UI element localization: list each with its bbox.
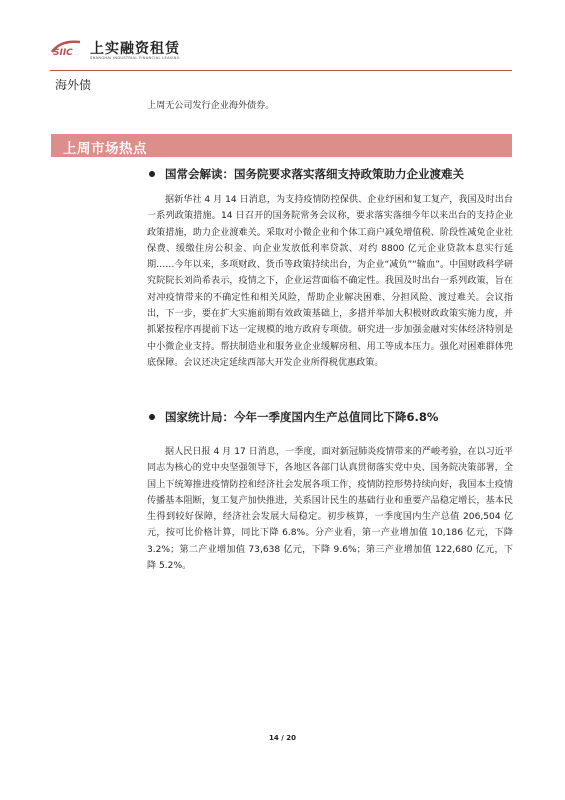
market-hotspots-banner: [51, 134, 512, 157]
company-name-cn: 上实融资租赁: [90, 41, 180, 57]
section-title-overseas: 海外债: [55, 78, 92, 92]
logo-mark-text: SIIC: [53, 48, 73, 58]
article2-body: 据人民日报 4 月 17 日消息，一季度，面对新冠肺炎疫情带来的严峻考验，在以习近平同志为核心的党中央坚强领导下，各地区各部门认真贯彻落实党中央、国务院决策部署，全国上下统筹推进疫情防控和经济社会发展各项工作，疫情防控形势持续向好，我国本土疫情传播基本阻断，复工复产加快推进，关系国计民生的基础行业和重要产品稳定增长，基本民生得到较好保障，经济社会发展大局稳定。初步核算，一季度国内生产总值 206,504 亿元，按可比价格计算，同比下降 6.8%。分产业看，第一产业增加值 10,186 亿元，下降 3.2%；第二产业增加值 73,638 亿元，下降 9.6%；第三产业增加值 122,680 亿元，下降 5.2%。: [147, 447, 513, 572]
article1-heading: [149, 166, 464, 182]
article2-title: 国家统计局：今年一季度国内生产总值同比下降6.8%: [165, 410, 439, 424]
header-divider: [50, 70, 512, 71]
article2-heading: [149, 409, 438, 425]
article1-body: 据新华社 4 月 14 日消息，为支持疫情防控保供、企业纾困和复工复产，我国及时出台一系列政策措施。14 日召开的国务院常务会议称，要求落实落细今年以来出台的支持企业政策措施，助力企业渡难关。采取对小微企业和个体工商户减免增值税、阶段性减免企业社保费、缓缴住房公积金、向企业发放低利率贷款、对约 8800 亿元企业贷款本息实行延期……今年以来，多项财政、货币等政策持续出台，为企业“减负”“输血”。中国财政科学研究院院长刘尚希表示，疫情之下，企业运营面临不确定性。我国及时出台一系列政策，旨在对冲疫情带来的不确定性和相关风险，帮助企业解决困难、分担风险、渡过难关。会议指出，下一步，要在扩大实施前期有效政策基础上，多措并举加大积极财政政策实施力度，并抓紧按程序再提前下达一定规模的地方政府专项债。研究进一步加强金融对实体经济特别是中小微企业支持。帮扶制造业和服务业企业缓解房租、用工等成本压力。强化对困难群体兜底保障。会议还决定延续西部大开发企业所得税优惠政策。: [147, 195, 513, 368]
bullet-icon: [149, 171, 155, 177]
company-name-en: SHANGHAI INDUSTRIAL FINANCIAL LEASING: [90, 56, 180, 60]
page-number: 14 / 20: [269, 734, 296, 742]
bullet-icon: [149, 414, 155, 420]
siic-logo-icon: [50, 38, 84, 58]
overseas-text: 上周无公司发行企业海外债券。: [147, 101, 275, 111]
banner-title: 上周市场热点: [63, 141, 147, 157]
article1-title: 国常会解读：国务院要求落实落细支持政策助力企业渡难关: [165, 167, 464, 181]
page-header: [50, 36, 512, 72]
